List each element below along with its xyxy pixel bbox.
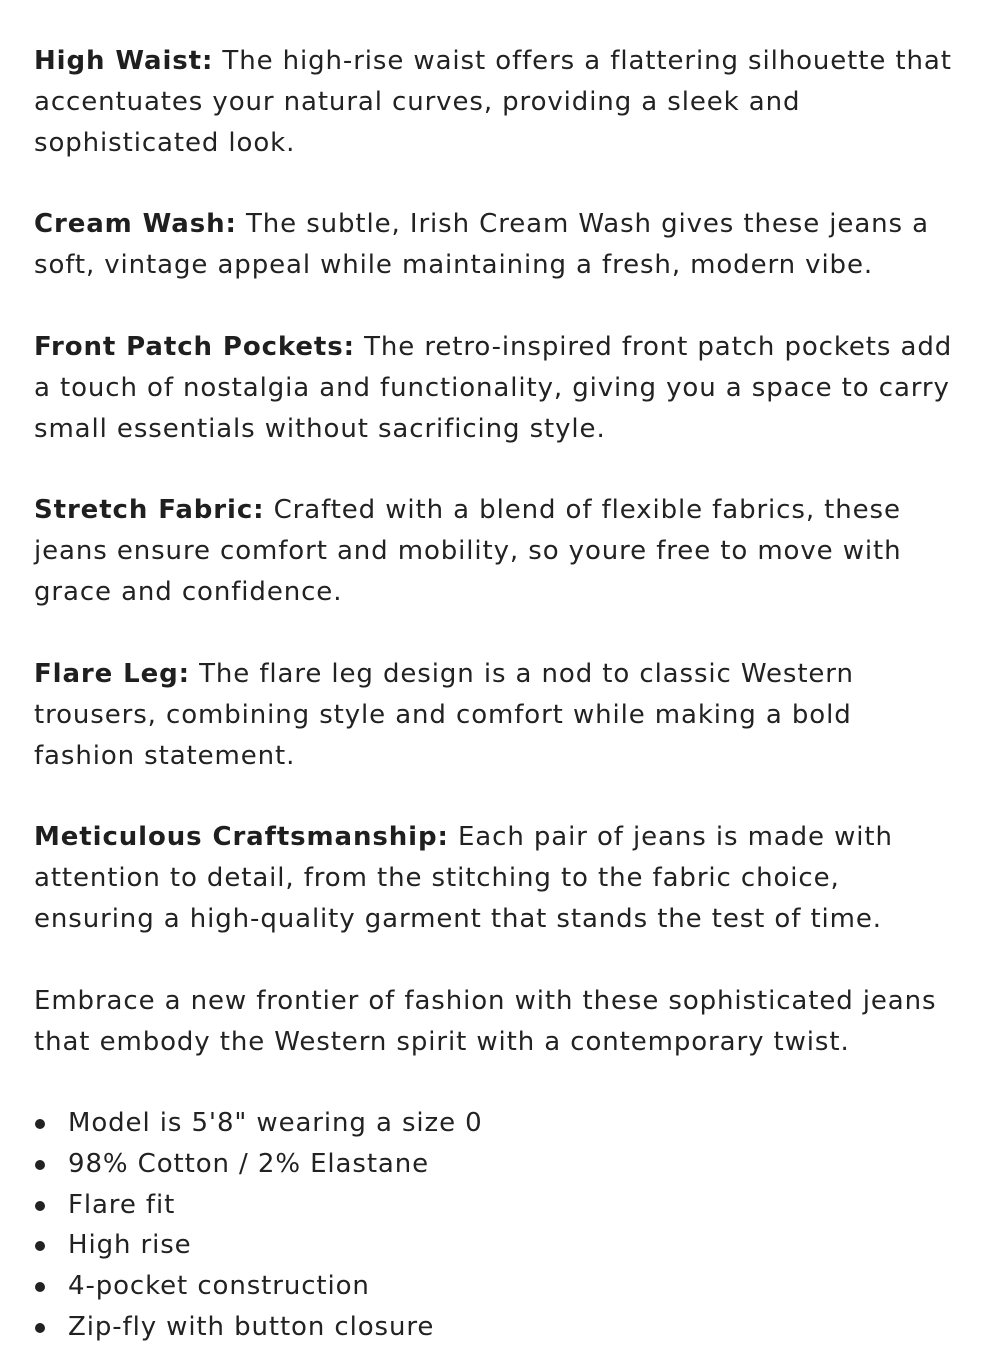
- bullet-icon: [35, 1323, 45, 1333]
- feature-text: The subtle, Irish Cream Wash gives these jeans a soft, vintage appeal while maintaining a fresh, modern vibe.: [34, 209, 929, 280]
- feature-text: Crafted with a blend of flexible fabrics, these jeans ensure comfort and mobility, so youre free to move with grace and confidence.: [34, 495, 902, 607]
- feature-term: Front Patch Pockets:: [34, 332, 355, 362]
- feature-cream-wash: [34, 204, 960, 286]
- list-item: [34, 1307, 483, 1348]
- bullet-icon: [35, 1241, 45, 1251]
- list-item: [34, 1185, 483, 1226]
- feature-stretch-fabric: [34, 490, 960, 612]
- feature-text: The flare leg design is a nod to classic Western trousers, combining style and comfort while making a bold fashion statement.: [34, 659, 854, 771]
- spec-text: High rise: [68, 1230, 192, 1261]
- list-item: [34, 1103, 483, 1144]
- feature-high-waist: [34, 41, 960, 163]
- spec-text: Flare fit: [68, 1189, 176, 1220]
- closing-paragraph: Embrace a new frontier of fashion with these sophisticated jeans that embody the Western spirit with a contemporary twist.: [34, 986, 937, 1057]
- specs-list: [34, 1103, 483, 1348]
- feature-text: Each pair of jeans is made with attention to detail, from the stitching to the fabric choice, ensuring a high-quality garment that stands the test of time.: [34, 822, 893, 934]
- feature-term: High Waist:: [34, 46, 214, 76]
- bullet-icon: [35, 1201, 45, 1211]
- list-item: [34, 1266, 483, 1307]
- bullet-icon: [35, 1282, 45, 1292]
- feature-front-patch-pockets: [34, 327, 960, 449]
- bullet-icon: [35, 1119, 45, 1129]
- list-item: [34, 1225, 483, 1266]
- spec-text: Model is 5'8" wearing a size 0: [68, 1108, 483, 1138]
- feature-text: The high-rise waist offers a flattering silhouette that accentuates your natural curves, providing a sleek and sophisticated look.: [34, 46, 952, 158]
- feature-term: Cream Wash:: [34, 209, 237, 239]
- spec-text: 4-pocket construction: [68, 1271, 370, 1302]
- feature-meticulous-craftsmanship: [34, 817, 960, 939]
- feature-term: Flare Leg:: [34, 659, 190, 689]
- spec-text: Zip-fly with button closure: [68, 1311, 435, 1342]
- bullet-icon: [35, 1160, 45, 1170]
- feature-flare-leg: [34, 654, 960, 776]
- feature-term: Meticulous Craftsmanship:: [34, 822, 449, 852]
- feature-term: Stretch Fabric:: [34, 495, 265, 525]
- spec-text: 98% Cotton / 2% Elastane: [68, 1148, 430, 1179]
- feature-text: The retro-inspired front patch pockets add a touch of nostalgia and functionality, giving you a space to carry small essentials without sacrificing style.: [34, 332, 953, 444]
- list-item: [34, 1144, 483, 1185]
